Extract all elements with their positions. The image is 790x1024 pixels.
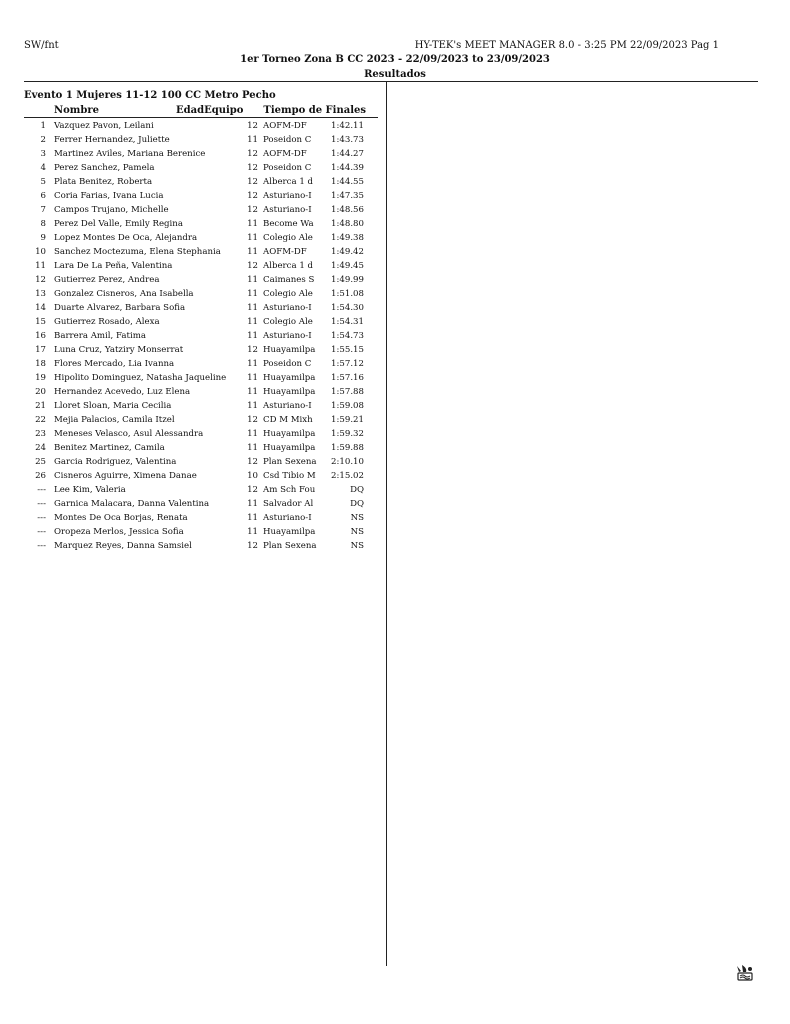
swimmer-age: 11 [247, 289, 258, 299]
swimmer-name: Lloret Sloan, Maria Cecilia [54, 401, 172, 411]
table-row [0, 399, 386, 413]
team-name: AOFM-DF [263, 149, 307, 159]
finals-time: 1:48.56 [331, 205, 364, 215]
table-row [0, 217, 386, 231]
swimmer-age: 12 [247, 457, 258, 467]
swimmer-age: 12 [247, 261, 258, 271]
team-name: Poseidon C [263, 163, 312, 173]
swimmer-age: 11 [247, 219, 258, 229]
team-name: Csd Tibio M [263, 471, 316, 481]
swimmer-age: 11 [247, 387, 258, 397]
finals-time: 1:59.21 [331, 415, 364, 425]
swimmer-name: Gutierrez Perez, Andrea [54, 275, 160, 285]
swimmer-name: Perez Sanchez, Pamela [54, 163, 155, 173]
result-place: 4 [40, 163, 46, 173]
swimmer-name: Martinez Aviles, Mariana Berenice [54, 149, 206, 159]
team-name: Asturiano-I [263, 205, 312, 215]
result-place: 21 [35, 401, 46, 411]
finals-time: 1:48.80 [331, 219, 364, 229]
swimmer-age: 11 [247, 429, 258, 439]
swimmer-age: 12 [247, 191, 258, 201]
team-name: Colegio Ale [263, 317, 313, 327]
table-row [0, 511, 386, 525]
finals-time: 1:43.73 [331, 135, 364, 145]
swimmer-name: Mejia Palacios, Camila Itzel [54, 415, 175, 425]
swimmer-name: Plata Benitez, Roberta [54, 177, 153, 187]
finals-time: 1:59.88 [331, 443, 364, 453]
finals-time: 1:54.31 [331, 317, 364, 327]
swimmer-name: Gonzalez Cisneros, Ana Isabella [54, 289, 194, 299]
team-name: Poseidon C [263, 359, 312, 369]
finals-time: 1:57.12 [331, 359, 364, 369]
software-code: SW/fnt [24, 40, 59, 51]
team-name: AOFM-DF [263, 247, 307, 257]
table-row [0, 371, 386, 385]
team-name: Asturiano-I [263, 331, 312, 341]
team-name: Huayamilpa [263, 345, 316, 355]
team-name: Asturiano-I [263, 401, 312, 411]
finals-time: 1:54.30 [331, 303, 364, 313]
swimmer-name: Hernandez Acevedo, Luz Elena [54, 387, 191, 397]
finals-time: 1:59.08 [331, 401, 364, 411]
swimmer-age: 11 [247, 233, 258, 243]
swimmer-age: 11 [247, 303, 258, 313]
swimmer-age: 11 [247, 247, 258, 257]
result-place: 26 [35, 471, 46, 481]
result-place: 8 [40, 219, 46, 229]
finals-time: 1:55.15 [331, 345, 364, 355]
swimmer-name: Benitez Martinez, Camila [54, 443, 165, 453]
team-name: Alberca 1 d [263, 177, 314, 187]
swimmer-age: 11 [247, 317, 258, 327]
swimmer-name: Vazquez Pavon, Leilani [54, 121, 154, 131]
swimmer-name: Sanchez Moctezuma, Elena Stephania [54, 247, 221, 257]
result-place: 6 [40, 191, 46, 201]
table-row [0, 301, 386, 315]
table-row [0, 315, 386, 329]
swimmer-name: Campos Trujano, Michelle [54, 205, 169, 215]
table-row [0, 427, 386, 441]
finals-time: NS [350, 513, 364, 523]
team-name: AOFM-DF [263, 121, 307, 131]
team-name: Huayamilpa [263, 443, 316, 453]
table-row [0, 287, 386, 301]
swimmer-name: Montes De Oca Borjas, Renata [54, 513, 188, 523]
swimmer-name: Lara De La Peña, Valentina [54, 261, 173, 271]
result-place: 20 [35, 387, 46, 397]
table-row [0, 147, 386, 161]
table-row [0, 525, 386, 539]
table-row [0, 413, 386, 427]
swimmer-name: Coria Farias, Ivana Lucia [54, 191, 164, 201]
swimmer-age: 12 [247, 485, 258, 495]
finals-time: 2:15.02 [331, 471, 364, 481]
finals-time: 1:59.32 [331, 429, 364, 439]
result-place: 15 [35, 317, 46, 327]
swimmer-name: Marquez Reyes, Danna Samsiel [54, 541, 192, 551]
table-row [0, 441, 386, 455]
table-row [0, 455, 386, 469]
swimmer-name: Barrera Amil, Fatima [54, 331, 146, 341]
swimmer-age: 12 [247, 345, 258, 355]
team-name: Huayamilpa [263, 527, 316, 537]
result-place: 9 [40, 233, 46, 243]
table-row [0, 231, 386, 245]
swimmer-age: 12 [247, 415, 258, 425]
swimmer-name: Lee Kim, Valeria [54, 485, 126, 495]
table-row [0, 161, 386, 175]
finals-time: 1:51.08 [331, 289, 364, 299]
team-name: CD M Mixh [263, 415, 313, 425]
result-place: 7 [40, 205, 46, 215]
team-name: Asturiano-I [263, 303, 312, 313]
swimmer-age: 11 [247, 527, 258, 537]
table-row [0, 329, 386, 343]
finals-time: DQ [350, 499, 364, 509]
table-row [0, 469, 386, 483]
finals-time: 1:57.16 [331, 373, 364, 383]
swimmer-age: 11 [247, 401, 258, 411]
team-name: Huayamilpa [263, 387, 316, 397]
team-name: Colegio Ale [263, 233, 313, 243]
team-name: Asturiano-I [263, 513, 312, 523]
table-row [0, 273, 386, 287]
result-place: 24 [35, 443, 46, 453]
team-name: Plan Sexena [263, 457, 317, 467]
swimmer-name: Garnica Malacara, Danna Valentina [54, 499, 210, 509]
swimmer-logo-icon [733, 963, 755, 983]
software-version-timestamp: HY-TEK's MEET MANAGER 8.0 - 3:25 PM 22/09/2023 Pag 1 [414, 40, 719, 51]
event-title: Evento 1 Mujeres 11-12 100 CC Metro Pecho [24, 90, 276, 101]
swimmer-name: Duarte Alvarez, Barbara Sofia [54, 303, 186, 313]
result-place: 22 [35, 415, 46, 425]
table-row [0, 259, 386, 273]
swimmer-name: Flores Mercado, Lia Ivanna [54, 359, 175, 369]
table-row [0, 357, 386, 371]
result-place: 10 [35, 247, 46, 257]
result-place: --- [37, 527, 46, 537]
table-row [0, 245, 386, 259]
result-place: 12 [35, 275, 46, 285]
column-header-name: Nombre [54, 105, 100, 116]
finals-time: NS [350, 541, 364, 551]
table-row [0, 343, 386, 357]
team-name: Am Sch Fou [263, 485, 316, 495]
finals-time: NS [350, 527, 364, 537]
team-name: Alberca 1 d [263, 261, 314, 271]
table-row [0, 133, 386, 147]
table-row [0, 539, 386, 553]
swimmer-name: Ferrer Hernandez, Juliette [54, 135, 170, 145]
finals-time: DQ [350, 485, 364, 495]
swimmer-name: Cisneros Aguirre, Ximena Danae [54, 471, 197, 481]
finals-time: 1:44.39 [331, 163, 364, 173]
result-place: 13 [35, 289, 46, 299]
finals-time: 1:57.88 [331, 387, 364, 397]
finals-time: 1:49.42 [331, 247, 364, 257]
team-name: Caimanes S [263, 275, 315, 285]
swimmer-age: 11 [247, 499, 258, 509]
team-name: Huayamilpa [263, 429, 316, 439]
column-header-time: Tiempo de Finales [263, 105, 366, 116]
results-list [0, 119, 386, 553]
result-place: 16 [35, 331, 46, 341]
result-place: --- [37, 485, 46, 495]
column-divider [386, 81, 387, 966]
team-name: Poseidon C [263, 135, 312, 145]
team-name: Asturiano-I [263, 191, 312, 201]
result-place: 25 [35, 457, 46, 467]
swimmer-age: 11 [247, 513, 258, 523]
swimmer-age: 12 [247, 541, 258, 551]
finals-time: 1:54.73 [331, 331, 364, 341]
team-name: Colegio Ale [263, 289, 313, 299]
result-place: 18 [35, 359, 46, 369]
table-row [0, 189, 386, 203]
swimmer-age: 11 [247, 443, 258, 453]
swimmer-age: 11 [247, 135, 258, 145]
swimmer-age: 10 [247, 471, 258, 481]
meet-title: 1er Torneo Zona B CC 2023 - 22/09/2023 to 23/09/2023 [240, 54, 550, 65]
team-name: Salvador Al [263, 499, 314, 509]
result-place: --- [37, 513, 46, 523]
swimmer-name: Meneses Velasco, Asul Alessandra [54, 429, 204, 439]
finals-time: 1:49.38 [331, 233, 364, 243]
result-place: 3 [40, 149, 46, 159]
finals-time: 1:49.45 [331, 261, 364, 271]
header-rule [24, 81, 758, 82]
table-row [0, 175, 386, 189]
table-row [0, 497, 386, 511]
swimmer-age: 12 [247, 121, 258, 131]
finals-time: 1:42.11 [331, 121, 364, 131]
result-place: 1 [40, 121, 46, 131]
result-place: 11 [35, 261, 46, 271]
result-place: 23 [35, 429, 46, 439]
swimmer-name: Luna Cruz, Yatziry Monserrat [54, 345, 184, 355]
swimmer-name: Perez Del Valle, Emily Regina [54, 219, 183, 229]
finals-time: 1:49.99 [331, 275, 364, 285]
result-place: 17 [35, 345, 46, 355]
swimmer-age: 11 [247, 331, 258, 341]
column-header-age-team: EdadEquipo [176, 105, 244, 116]
swimmer-age: 12 [247, 163, 258, 173]
results-heading: Resultados [364, 69, 426, 80]
result-place: 14 [35, 303, 46, 313]
column-header-rule [24, 117, 378, 118]
swimmer-name: Hipolito Dominguez, Natasha Jaqueline [54, 373, 227, 383]
swimmer-age: 11 [247, 359, 258, 369]
swimmer-age: 11 [247, 275, 258, 285]
table-row [0, 385, 386, 399]
swimmer-age: 12 [247, 177, 258, 187]
result-place: 5 [40, 177, 46, 187]
swimmer-age: 11 [247, 373, 258, 383]
result-place: 19 [35, 373, 46, 383]
finals-time: 1:44.27 [331, 149, 364, 159]
swimmer-name: Garcia Rodriguez, Valentina [54, 457, 177, 467]
team-name: Huayamilpa [263, 373, 316, 383]
table-row [0, 483, 386, 497]
table-row [0, 203, 386, 217]
swimmer-age: 12 [247, 149, 258, 159]
result-place: 2 [40, 135, 46, 145]
swimmer-name: Oropeza Merlos, Jessica Sofia [54, 527, 184, 537]
finals-time: 1:44.55 [331, 177, 364, 187]
swimmer-name: Lopez Montes De Oca, Alejandra [54, 233, 198, 243]
finals-time: 1:47.35 [331, 191, 364, 201]
table-row [0, 119, 386, 133]
finals-time: 2:10.10 [331, 457, 364, 467]
result-place: --- [37, 499, 46, 509]
result-place: --- [37, 541, 46, 551]
swimmer-age: 12 [247, 205, 258, 215]
team-name: Plan Sexena [263, 541, 317, 551]
swimmer-name: Gutierrez Rosado, Alexa [54, 317, 160, 327]
team-name: Become Wa [263, 219, 314, 229]
